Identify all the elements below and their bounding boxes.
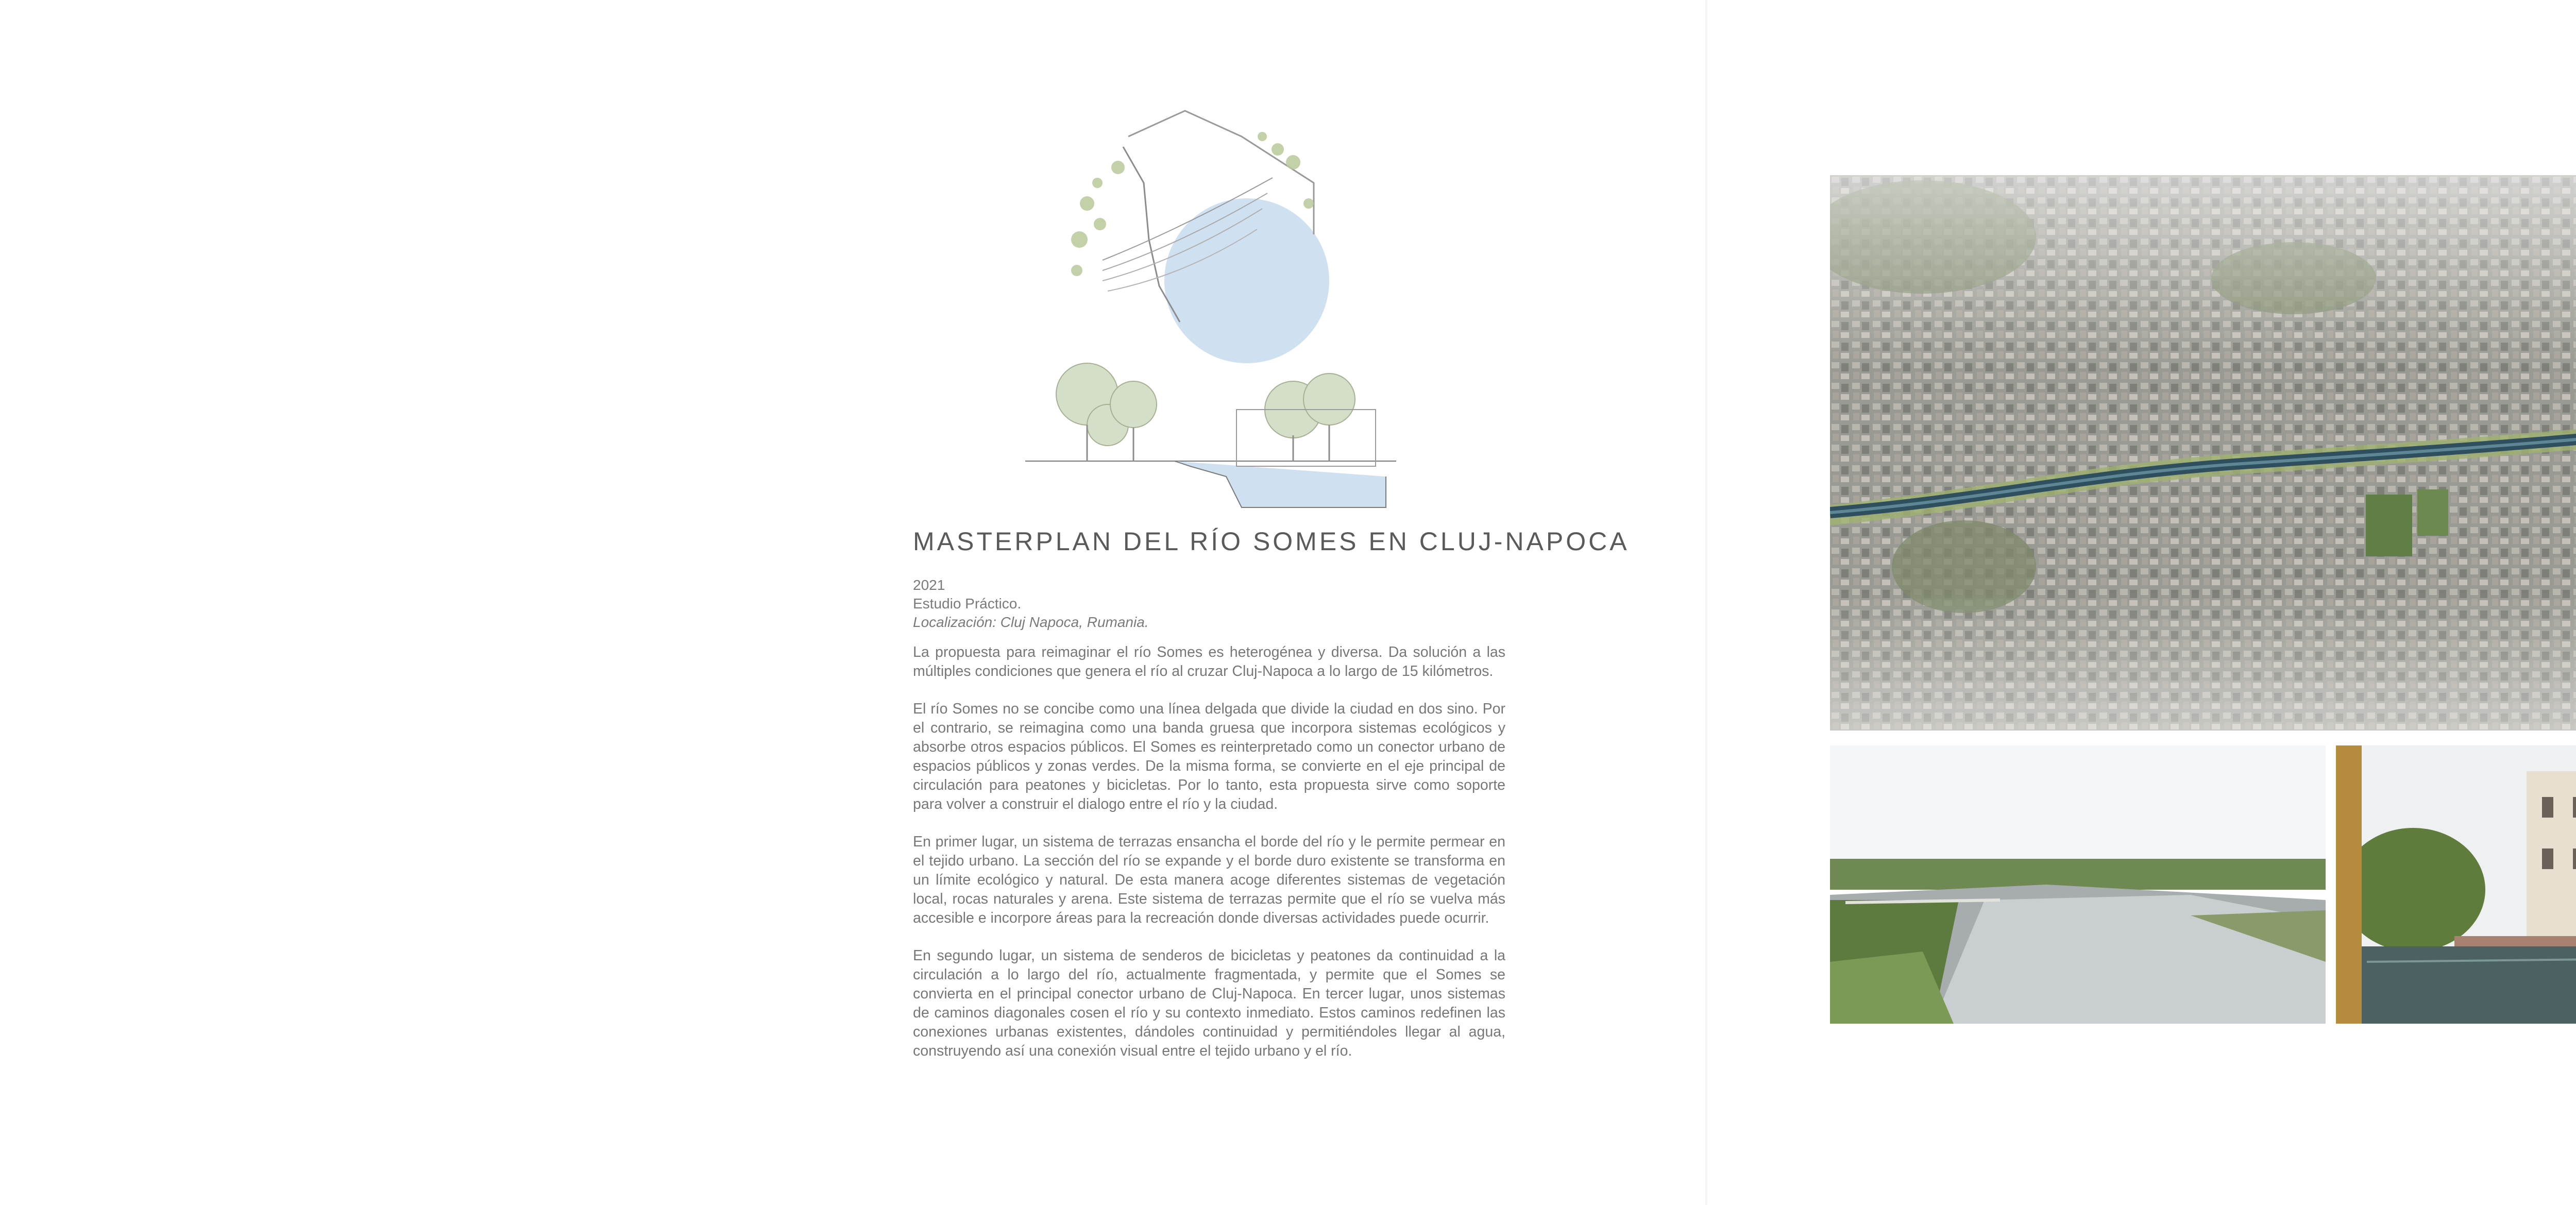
aerial-masterplan-image: [1830, 175, 2576, 731]
plan-section-sketch: [1025, 106, 1396, 518]
paragraph-3: En primer lugar, un sistema de terrazas ensancha el borde del río y le permite permear en el tejido urbano. La sección del río se expande y el borde duro existente se transforma en un límite ecológico y natural. De esta manera acoge diferentes sistemas de vegetación local, rocas naturales y arena. Este sistema de terrazas permite que el río se vuelva más accesible e incorpore áreas para la recreación donde diversas actividades puede ocurrir.: [913, 834, 1505, 926]
project-year: 2021: [913, 577, 945, 593]
project-meta: [913, 576, 1505, 632]
river-terraces-photo: [1830, 745, 2326, 1024]
project-title: MASTERPLAN DEL RÍO SOMES EN CLUJ-NAPOCA: [913, 527, 1630, 556]
project-description: [913, 643, 1505, 1079]
paragraph-1: La propuesta para reimaginar el río Somes es heterogénea y diversa. Da solución a las múltiples condiciones que genera el río al cruzar Cluj-Napoca a lo largo de 15 kilómetros.: [913, 644, 1505, 680]
paragraph-4: En segundo lugar, un sistema de senderos de bicicletas y peatones da continuidad a la circulación a lo largo del río, actualmente fragmentada, y permite que el Somes se convierta en el principal conector urbano de Cluj-Napoca. En tercer lugar, unos sistemas de caminos diagonales cosen el río y su contexto inmediato. Estos caminos redefinen las conexiones urbanas existentes, dándoles continuidad y permitiéndoles llegar al agua, construyendo así una conexión visual entre el tejido urbano y el río.: [913, 947, 1505, 1059]
project-location: Localización: Cluj Napoca, Rumania.: [913, 614, 1149, 630]
page-gutter: [1705, 0, 1707, 1205]
paragraph-2: El río Somes no se concibe como una línea delgada que divide la ciudad en dos sino. Por el contrario, se reimagina como una banda gruesa que incorpora sistemas ecológicos y absorbe otros espacios públicos. El Somes es reinterpretado como un conector urbano de espacios públicos y zonas verdes. De la misma forma, se convierte en el eje principal de circulación para peatones y bicicletas. Por lo tanto, esta propuesta sirve como soporte para volver a construir el dialogo entre el río y la ciudad.: [913, 701, 1505, 812]
project-studio: Estudio Práctico.: [913, 596, 1022, 612]
river-edge-buildings-photo: [2336, 745, 2576, 1024]
